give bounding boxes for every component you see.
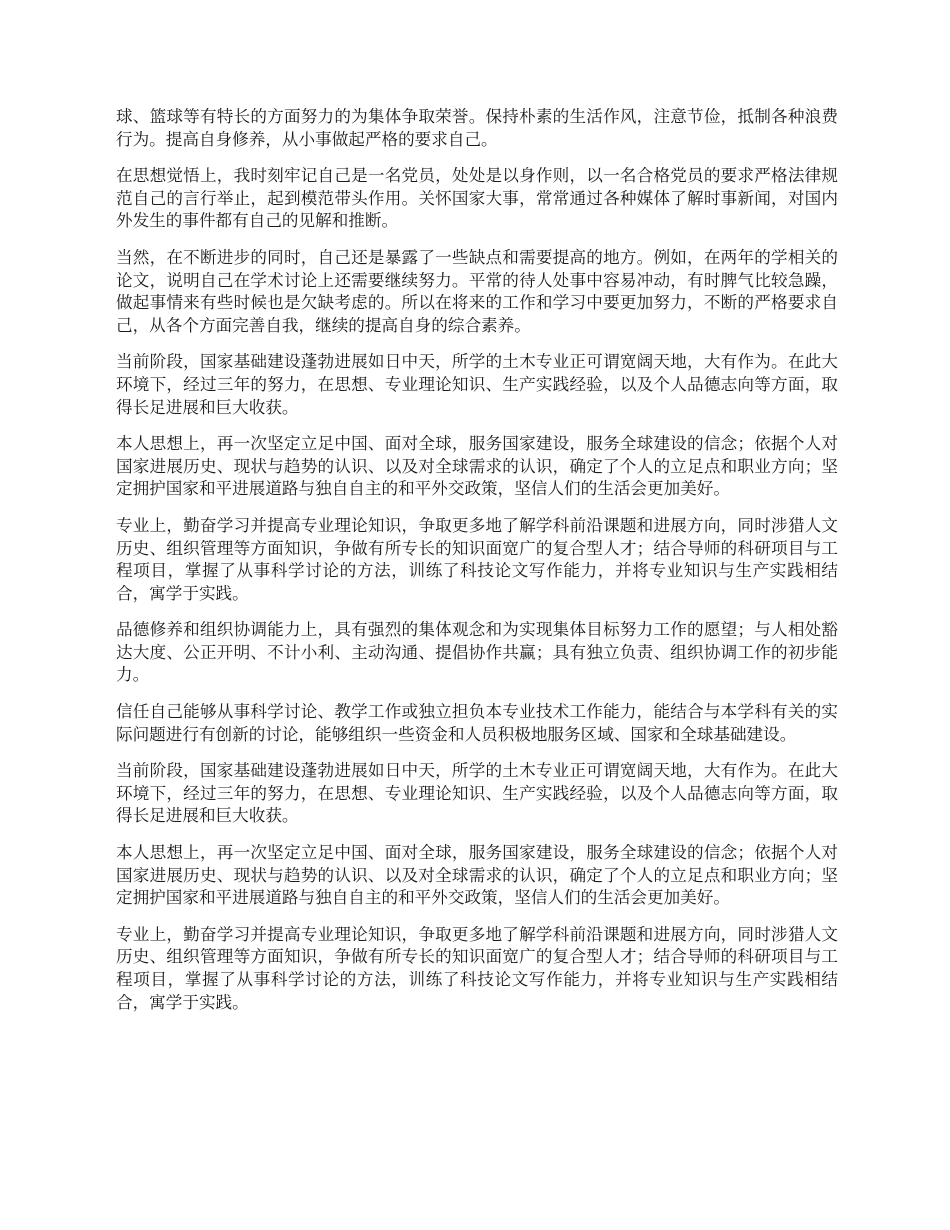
- paragraph-8: 信任自己能够从事科学讨论、教学工作或独立担负本专业技术工作能力，能结合与本学科有关的实际问题进行有创新的讨论，能够组织一些资金和人员积极地服务区域、国家和全球基础建设。: [116, 702, 838, 744]
- paragraph-10: 本人思想上，再一次坚定立足中国、面对全球，服务国家建设，服务全球建设的信念；依据个人对国家进展历史、现状与趋势的认识、以及对全球需求的认识，确定了个人的立足点和职业方向；坚定拥护国家和平进展道路与独自自主的和平外交政策，坚信人们的生活会更加美好。: [116, 843, 838, 908]
- paragraph-2: 在思想觉悟上，我时刻牢记自己是一名党员，处处是以身作则，以一名合格党员的要求严格法律规范自己的言行举止，起到模范带头作用。关怀国家大事，常常通过各种媒体了解时事新闻，对国内外发生的事件都有自己的见解和推断。: [116, 166, 838, 231]
- paragraph-3: 当然，在不断进步的同时，自己还是暴露了一些缺点和需要提高的地方。例如，在两年的学相关的论文，说明自己在学术讨论上还需要继续努力。平常的待人处事中容易冲动，有时脾气比较急躁，做起事情来有些时候也是欠缺考虑的。所以在将来的工作和学习中要更加努力，不断的严格要求自己，从各个方面完善自我，继续的提高自身的综合素养。: [116, 247, 838, 335]
- paragraph-4: 当前阶段，国家基础建设蓬勃进展如日中天，所学的土木专业正可谓宽阔天地，大有作为。在此大环境下，经过三年的努力，在思想、专业理论知识、生产实践经验，以及个人品德志向等方面，取得长足进展和巨大收获。: [116, 352, 838, 417]
- paragraph-5: 本人思想上，再一次坚定立足中国、面对全球，服务国家建设，服务全球建设的信念；依据个人对国家进展历史、现状与趋势的认识、以及对全球需求的认识，确定了个人的立足点和职业方向；坚定拥护国家和平进展道路与独自自主的和平外交政策，坚信人们的生活会更加美好。: [116, 434, 838, 499]
- document-body: [116, 106, 838, 1028]
- paragraph-6: 专业上，勤奋学习并提高专业理论知识，争取更多地了解学科前沿课题和进展方向，同时涉猎人文历史、组织管理等方面知识，争做有所专长的知识面宽广的复合型人才；结合导师的科研项目与工程项目，掌握了从事科学讨论的方法，训练了科技论文写作能力，并将专业知识与生产实践相结合，寓学于实践。: [116, 515, 838, 603]
- paragraph-1: 球、篮球等有特长的方面努力的为集体争取荣誉。保持朴素的生活作风，注意节俭，抵制各种浪费行为。提高自身修养，从小事做起严格的要求自己。: [116, 107, 838, 149]
- paragraph-11: 专业上，勤奋学习并提高专业理论知识，争取更多地了解学科前沿课题和进展方向，同时涉猎人文历史、组织管理等方面知识，争做有所专长的知识面宽广的复合型人才；结合导师的科研项目与工程项目，掌握了从事科学讨论的方法，训练了科技论文写作能力，并将专业知识与生产实践相结合，寓学于实践。: [116, 924, 838, 1012]
- paragraph-7: 品德修养和组织协调能力上，具有强烈的集体观念和为实现集体目标努力工作的愿望；与人相处豁达大度、公正开明、不计小利、主动沟通、提倡协作共赢；具有独立负责、组织协调工作的初步能力。: [116, 620, 838, 685]
- paragraph-9: 当前阶段，国家基础建设蓬勃进展如日中天，所学的土木专业正可谓宽阔天地，大有作为。在此大环境下，经过三年的努力，在思想、专业理论知识、生产实践经验，以及个人品德志向等方面，取得长足进展和巨大收获。: [116, 761, 838, 826]
